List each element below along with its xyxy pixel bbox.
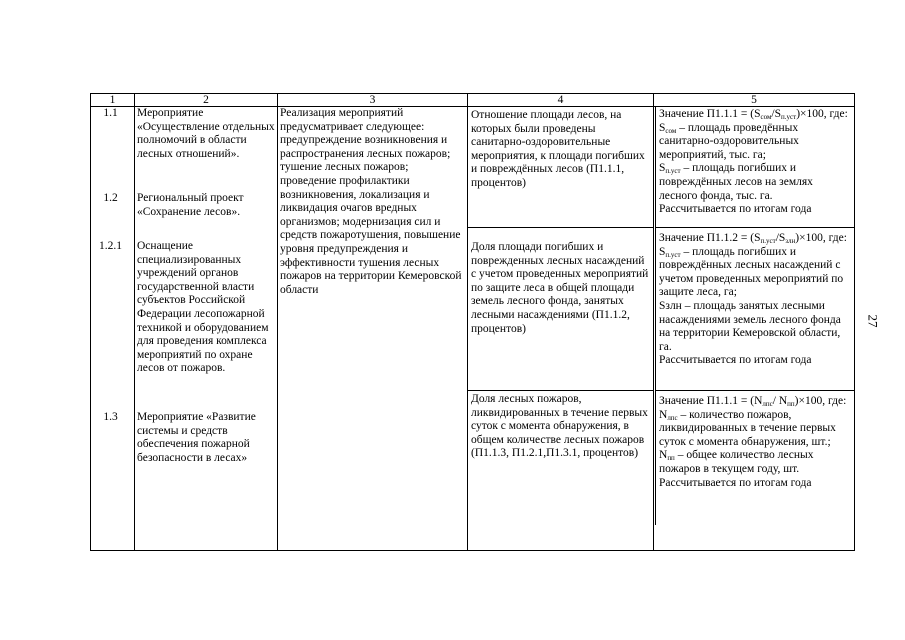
- formula-definition: $S_{сом}$ – площадь проведённых санитарно-оздоровительных мероприятий, тыс. га;: [659, 121, 799, 161]
- formula-block: [655, 107, 854, 228]
- activity-text: Мероприятие «Осуществление отдельных полномочий в области лесных отношений».: [137, 107, 275, 160]
- formula-definition: $S_{п.уст}$ – площадь погибших и повреждённых лесов на землях лесного фонда, тыс. га.: [659, 162, 813, 202]
- activity-text: Оснащение специализированных учреждений органов государственной власти субъектов Российской Федерации лесопожарной техникой и оборудованием для проведения комплекса мероприятий по охране лесов от пожаров.: [137, 240, 269, 375]
- formula-line: Значение $П1.1.1 = (S_{сом}/S_{п.уст})\times 100$, где:: [659, 108, 848, 121]
- formula-block: [655, 228, 854, 391]
- indicator-block: [468, 391, 653, 525]
- formula-note: Рассчитывается по итогам года: [659, 354, 812, 367]
- header-col-1: 1: [91, 94, 135, 107]
- indicators-cell: [468, 107, 654, 551]
- formula-note: Рассчитывается по итогам года: [659, 203, 812, 216]
- formula-definition: $N_{лпс}$ – количество пожаров, ликвидированных в течение первых суток с момента обнаружения, шт.;: [659, 408, 836, 448]
- header-col-2: 2: [135, 94, 278, 107]
- indicators-table: [90, 93, 855, 551]
- implementation-text: Реализация мероприятий предусматривает следующее: предупреждение возникновения и распространения лесных пожаров; тушение лесных пожаров; проведение профилактики возникновения, локализация и ликвидация очагов вредных организмов; модернизация сил и средств пожаротушения, повышение уровня предупреждения и эффективности тушения лесных пожаров на территории Кемеровской области: [280, 107, 462, 296]
- formula-line: Значение $П1.1.1 = (N_{лпс}/$ $N_{пп})\times 100$, где:: [659, 395, 847, 408]
- formula-note: Рассчитывается по итогам года: [659, 476, 812, 489]
- implementation-cell: [278, 107, 468, 551]
- formula-definition: Sзлн – площадь занятых лесными насаждениями земель лесного фонда на территории Кемеровской области, га.: [659, 299, 841, 353]
- table-row: [91, 107, 855, 551]
- formula-line: Значение $П1.1.2 = (S_{п.уст}/S_{злн})\times 100$, где:: [659, 232, 847, 245]
- item-number: 1.2.1: [99, 240, 122, 252]
- indicator-block: [468, 107, 653, 228]
- item-number: 1.1: [103, 107, 118, 119]
- header-col-4: 4: [468, 94, 654, 107]
- page-number: 27: [865, 314, 881, 328]
- formula-definition: $S_{п.уст}$ – площадь погибших и повреждённых лесных насаждений с учетом проведенных мероприятий по защите леса, га;: [659, 245, 844, 299]
- formula-block: [655, 391, 854, 525]
- indicator-text: Доля лесных пожаров, ликвидированных в течение первых суток с момента обнаружения, в общем количестве лесных пожаров (П1.1.3, П1.2.1,П1.3.1, процентов): [471, 393, 648, 460]
- item-number: 1.2: [103, 192, 118, 204]
- indicator-block: [468, 228, 653, 391]
- header-col-3: 3: [278, 94, 468, 107]
- indicator-text: Отношение площади лесов, на которых были проведены санитарно-оздоровительные мероприятия, к площади погибших и повреждённых лесов (П1.1.1, процентов): [471, 109, 645, 189]
- indicator-text: Доля площади погибших и поврежденных лесных насаждений с учетом проведенных мероприятий по защите леса в общей площади земель лесного фонда, занятых лесными насаждениями (П1.1.2, процентов): [471, 241, 649, 335]
- activity-text: Региональный проект «Сохранение лесов».: [137, 192, 244, 218]
- item-number: 1.3: [103, 411, 118, 423]
- item-numbers-cell: [91, 107, 135, 551]
- header-col-5: 5: [654, 94, 855, 107]
- activity-text: Мероприятие «Развитие системы и средств обеспечения пожарной безопасности в лесах»: [137, 411, 256, 464]
- header-row: [91, 94, 855, 107]
- formula-definition: $N_{пп}$ – общее количество лесных пожаров в текущем году, шт.: [659, 449, 814, 475]
- activities-cell: [135, 107, 278, 551]
- formulas-cell: [654, 107, 855, 551]
